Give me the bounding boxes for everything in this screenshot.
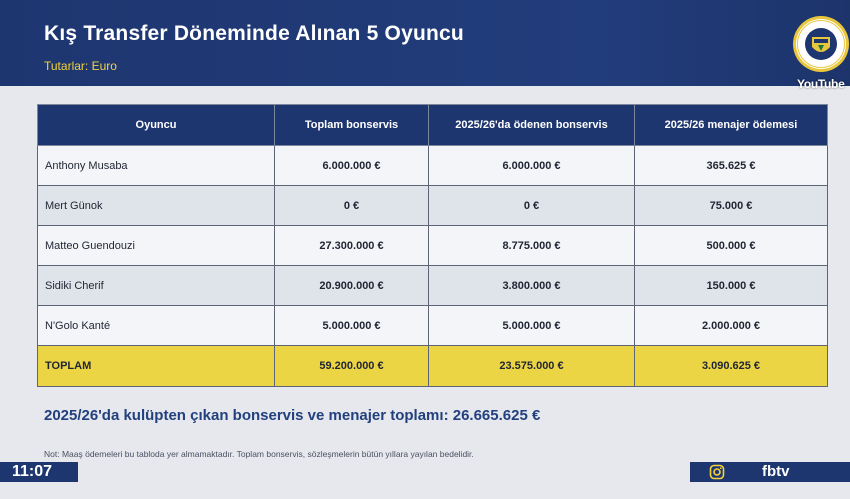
- clock-display: 11:07: [0, 462, 78, 482]
- column-header: Oyuncu: [38, 105, 275, 146]
- total-fee-cell: 20.900.000 €: [275, 266, 429, 306]
- table-header-row: [38, 105, 828, 146]
- total-row: [38, 346, 828, 387]
- paid-fee-cell: 6.000.000 €: [429, 146, 635, 186]
- agent-fee-cell: 2.000.000 €: [635, 306, 828, 346]
- column-header: 2025/26 menajer ödemesi: [635, 105, 828, 146]
- table-row: [38, 266, 828, 306]
- footnote: Not: Maaş ödemeleri bu tabloda yer almamaktadır. Toplam bonservis, sözleşmelerin bütün yıllara yayılan bedelidir.: [44, 449, 474, 459]
- table-row: [38, 226, 828, 266]
- brand-bar: [690, 462, 850, 482]
- total-fee-cell: 5.000.000 €: [275, 306, 429, 346]
- agent-fee-cell: 365.625 €: [635, 146, 828, 186]
- paid-fee-cell: 3.800.000 €: [429, 266, 635, 306]
- transfer-table: [37, 104, 828, 387]
- agent-fee-cell: 150.000 €: [635, 266, 828, 306]
- paid-fee-cell: 0 €: [429, 186, 635, 226]
- player-name: Matteo Guendouzi: [38, 226, 275, 266]
- total-fee-cell: 0 €: [275, 186, 429, 226]
- table-row: [38, 146, 828, 186]
- table-row: [38, 306, 828, 346]
- total-fee-sum: 59.200.000 €: [275, 346, 429, 387]
- header-banner: [0, 0, 850, 86]
- player-name: Sidiki Cherif: [38, 266, 275, 306]
- paid-fee-cell: 5.000.000 €: [429, 306, 635, 346]
- table-row: [38, 186, 828, 226]
- currency-subtitle: Tutarlar: Euro: [44, 59, 117, 73]
- column-header: Toplam bonservis: [275, 105, 429, 146]
- summary-total: 2025/26'da kulüpten çıkan bonservis ve menajer toplamı: 26.665.625 €: [44, 407, 541, 424]
- agent-fee-cell: 500.000 €: [635, 226, 828, 266]
- total-fee-cell: 6.000.000 €: [275, 146, 429, 186]
- page-title: Kış Transfer Döneminde Alınan 5 Oyuncu: [44, 22, 464, 45]
- column-header: 2025/26'da ödenen bonservis: [429, 105, 635, 146]
- paid-fee-cell: 8.775.000 €: [429, 226, 635, 266]
- youtube-watermark: YouTube: [797, 77, 845, 91]
- total-fee-cell: 27.300.000 €: [275, 226, 429, 266]
- agent-fee-sum: 3.090.625 €: [635, 346, 828, 387]
- player-name: N'Golo Kanté: [38, 306, 275, 346]
- paid-fee-sum: 23.575.000 €: [429, 346, 635, 387]
- player-name: Mert Günok: [38, 186, 275, 226]
- brand-label: fbtv: [762, 463, 790, 480]
- agent-fee-cell: 75.000 €: [635, 186, 828, 226]
- player-name: Anthony Musaba: [38, 146, 275, 186]
- instagram-icon: [709, 464, 725, 480]
- total-label: TOPLAM: [38, 346, 275, 387]
- club-crest-icon: [792, 15, 850, 73]
